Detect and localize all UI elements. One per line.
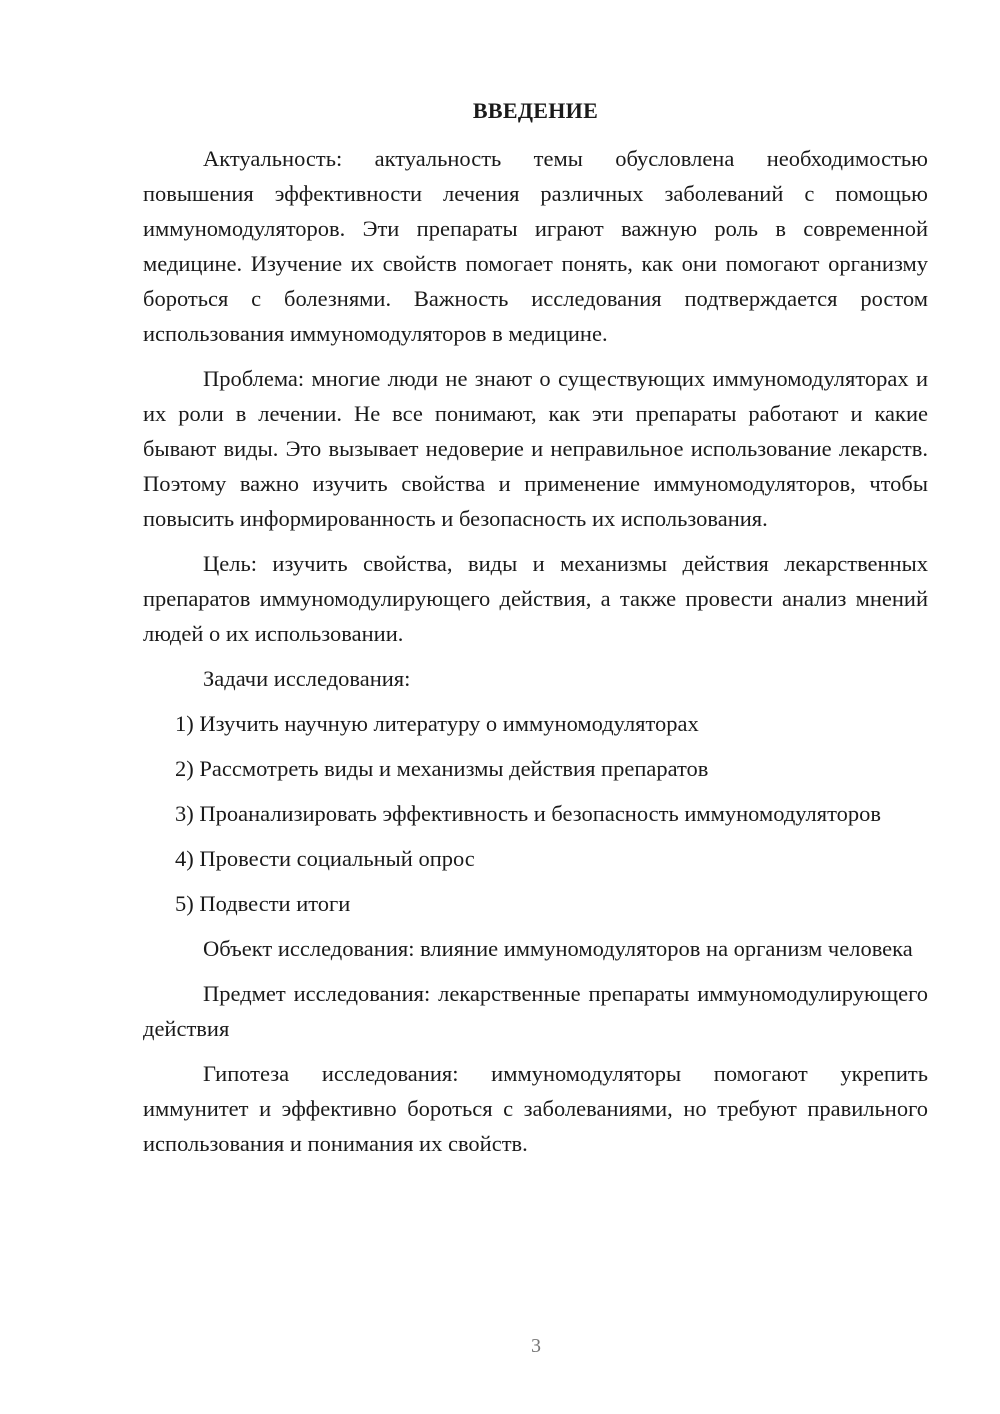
task-item: 2) Рассмотреть виды и механизмы действия препаратов (175, 756, 709, 781)
hypothesis-paragraph: Гипотеза исследования: иммуномодуляторы помогают укрепить иммунитет и эффективно бороться с заболеваниями, но требуют правильного использования и понимания их свойств. (143, 1061, 928, 1156)
task-item: 1) Изучить научную литературу о иммуномодуляторах (175, 711, 699, 736)
task-item: 4) Провести социальный опрос (175, 846, 475, 871)
problem-paragraph: Проблема: многие люди не знают о существующих иммуномодуляторах и их роли в лечении. Не все понимают, как эти препараты работают и какие бывают виды. Это вызывает недоверие и неправильное использование лекарств. Поэтому важно изучить свойства и применение иммуномодуляторов, чтобы повысить информированность и безопасность их использования. (143, 366, 928, 531)
tasks-heading: Задачи исследования: (203, 666, 411, 691)
goal-paragraph: Цель: изучить свойства, виды и механизмы действия лекарственных препаратов иммуномодулирующего действия, а также провести анализ мнений людей о их использовании. (143, 551, 928, 646)
object-paragraph: Объект исследования: влияние иммуномодуляторов на организм человека (203, 936, 913, 961)
document-body (143, 141, 928, 1171)
relevance-paragraph: Актуальность: актуальность темы обусловлена необходимостью повышения эффективности лечения различных заболеваний с помощью иммуномодуляторов. Эти препараты играют важную роль в современной медицине. Изучение их свойств помогает понять, как они помогают организму бороться с болезнями. Важность исследования подтверждается ростом использования иммуномодуляторов в медицине. (143, 146, 928, 346)
page-number: 3 (531, 1335, 541, 1357)
page-title: ВВЕДЕНИЕ (472, 98, 599, 123)
subject-paragraph: Предмет исследования: лекарственные препараты иммуномодулирующего действия (143, 981, 928, 1041)
task-item: 5) Подвести итоги (175, 891, 351, 916)
task-item: 3) Проанализировать эффективность и безопасность иммуномодуляторов (175, 801, 882, 826)
